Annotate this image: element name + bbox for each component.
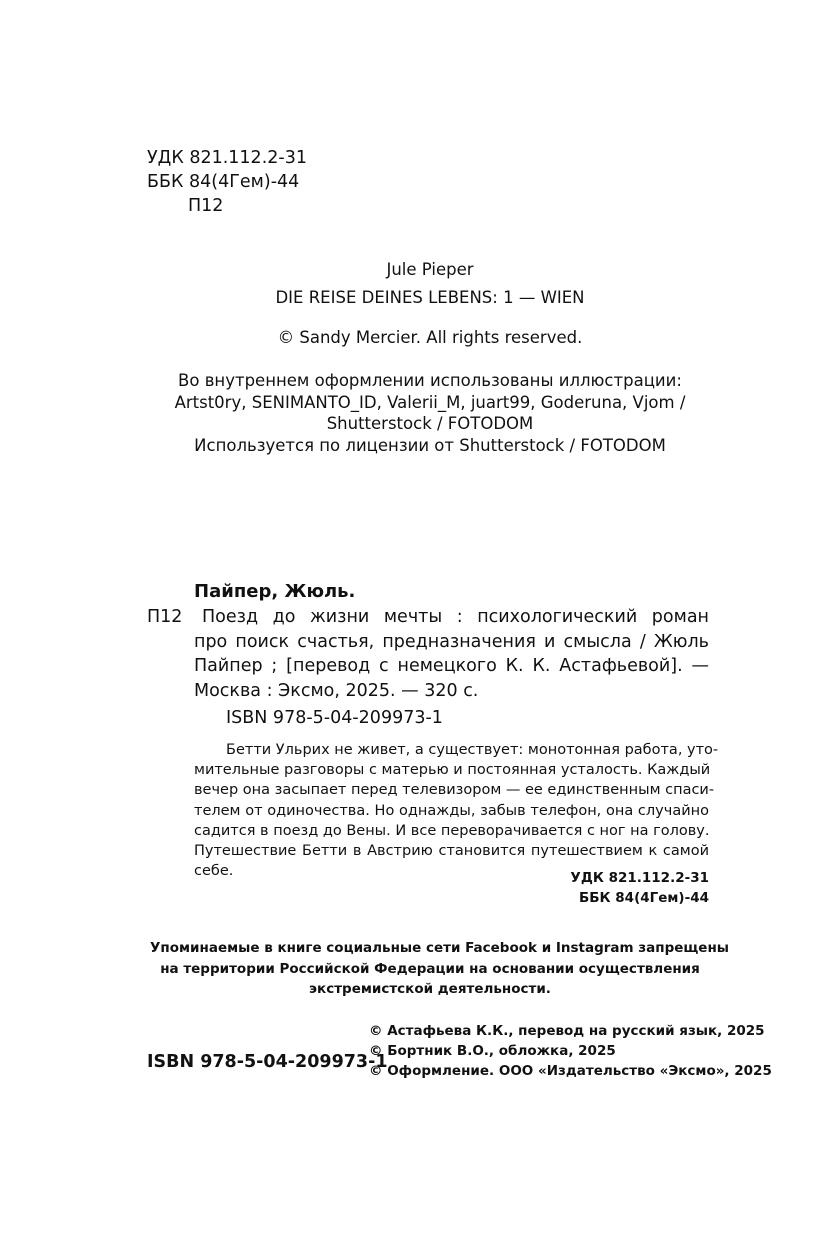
- annotation-line: себе.: [194, 863, 234, 880]
- legal-notice-line: Упоминаемые в книге социальные сети Facebook и Instagram запрещены: [150, 940, 730, 956]
- udk-code-top: УДК 821.112.2-31: [147, 148, 307, 168]
- isbn-bottom: ISBN 978-5-04-209973-1: [147, 1052, 388, 1072]
- legal-notice-line: на территории Российской Федерации на основании осуществления: [160, 960, 700, 977]
- annotation-line: садится в поезд до Вены. И все переворачивается с ног на голову.: [194, 822, 710, 839]
- illustrations-line: Во внутреннем оформлении использованы иллюстрации:: [178, 371, 682, 390]
- bbk-code-bottom: ББК 84(4Гем)-44: [578, 890, 709, 906]
- udk-code-bottom: УДК 821.112.2-31: [570, 870, 709, 886]
- catalog-card-line: про поиск счастья, предназначения и смысла / Жюль: [194, 631, 709, 652]
- illustrations-credit: [150, 370, 710, 456]
- catalog-card-line: Пайпер ; [перевод с немецкого К. К. Астафьевой]. —: [194, 656, 709, 676]
- catalog-card-line: Поезд до жизни мечты : психологический роман: [202, 607, 709, 627]
- catalog-card-line: Москва : Эксмо, 2025. — 320 с.: [194, 680, 479, 701]
- legal-notice: [150, 938, 730, 1000]
- bbk-code-top: ББК 84(4Гем)-44: [147, 172, 300, 192]
- catalog-card-heading: Пайпер, Жюль.: [194, 581, 356, 602]
- credit-line: © Бортник В.О., обложка, 2025: [369, 1043, 616, 1059]
- annotation-line: телем от одиночества. Но однажды, забыв телефон, она случайно: [194, 802, 709, 819]
- copyright-credits: [369, 1021, 772, 1081]
- annotation-line: мительные разговоры с матерью и постоянная усталость. Каждый: [194, 762, 711, 779]
- catalog-card-isbn: ISBN 978-5-04-209973-1: [226, 708, 443, 728]
- original-copyright: © Sandy Mercier. All rights reserved.: [277, 328, 583, 347]
- credit-line: © Оформление. ООО «Издательство «Эксмо», 2025: [369, 1063, 772, 1079]
- catalog-card-body: [194, 605, 709, 703]
- catalog-card-mark: П12: [147, 607, 183, 627]
- annotation: [194, 740, 719, 881]
- author-mark-top: П12: [188, 196, 224, 216]
- illustrations-line: Используется по лицензии от Shutterstock / FOTODOM: [194, 435, 666, 455]
- credit-line: © Астафьева К.К., перевод на русский язык, 2025: [369, 1023, 765, 1039]
- annotation-line: Путешествие Бетти в Австрию становится путешествием к самой: [194, 843, 709, 860]
- original-title: DIE REISE DEINES LEBENS: 1 — WIEN: [275, 288, 585, 307]
- illustrations-line: Shutterstock / FOTODOM: [326, 414, 534, 433]
- original-author: Jule Pieper: [386, 260, 474, 279]
- legal-notice-line: экстремистской деятельности.: [309, 981, 551, 997]
- annotation-line: вечер она засыпает перед телевизором — ее единственным спаси-: [194, 782, 715, 799]
- annotation-line: Бетти Ульрих не живет, а существует: монотонная работа, уто-: [226, 742, 719, 758]
- illustrations-line: Artst0ry, SENIMANTO_ID, Valerii_M, juart99, Goderuna, Vjom /: [174, 392, 686, 412]
